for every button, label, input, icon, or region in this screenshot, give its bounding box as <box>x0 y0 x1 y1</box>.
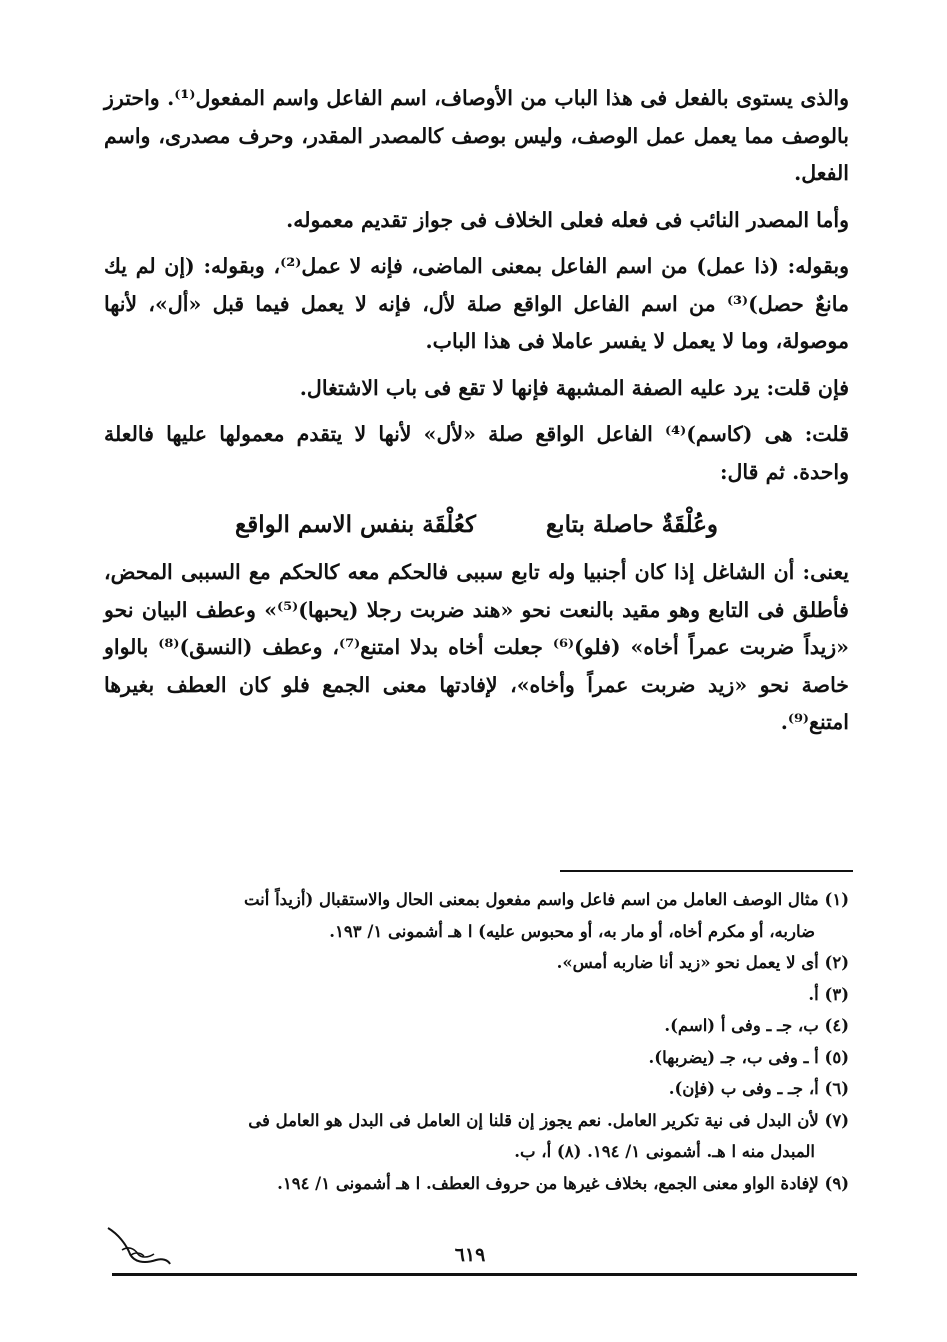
poetry-verse <box>104 500 849 550</box>
paragraph-1: والذى يستوى بالفعل فى هذا الباب من الأوصاف، اسم الفاعل واسم المفعول⁽¹⁾. واحترز بالوصف مما يعمل عمل الوصف، وليس بوصف كالمصدر المقدر، وحرف مصدرى، واسم الفعل. <box>104 86 849 185</box>
paragraph-after-verse: يعنى: أن الشاغل إذا كان أجنبيا وله تابع سببى فالحكم معه كالحكم مع السببى المحض، فأطلق فى التابع وهو مقيد بالنعت نحو «هند ضربت رجلا (يحبها)⁽⁵⁾» وعطف البيان نحو «زيداً ضربت عمراً أخاه» (فلو)⁽⁶⁾ جعلت أخاه بدلا امتنع⁽⁷⁾، وعطف (النسق)⁽⁸⁾ بالواو خاصة نحو «زيد ضربت عمراً وأخاه»، لإفادتها معنى الجمع فلو كان العطف بغيرها امتنع⁽⁹⁾. <box>104 560 849 734</box>
footnote-label: (٦) <box>824 1079 849 1098</box>
footnote-text: أ ـ وفى ب، جـ (يضربها). <box>648 1047 819 1067</box>
footnote-1-continuation: ضاربه، أو مكرم أخاه، أو مار به، أو محبوس عليه) ا هـ أشمونى ١/ ١٩٣. <box>329 921 815 941</box>
footnote-text: لأن البدل فى نية تكرير العامل. نعم يجوز إن قلنا إن العامل فى البدل هو العامل فى <box>248 1110 819 1130</box>
footnote-text: أ. <box>808 984 819 1004</box>
footnote-label: (٤) <box>824 1016 849 1035</box>
paragraph-2: وأما المصدر النائب فى فعله فعلى الخلاف فى جواز تقديم معموله. <box>286 207 849 232</box>
footnote-text: لإفادة الواو معنى الجمع، بخلاف غيرها من حروف العطف. ا هـ أشمونى ١/ ١٩٤. <box>277 1173 819 1193</box>
verse-second-hemistich: كعُلْقَة بنفس الاسم الواقع <box>234 511 476 538</box>
footnote-label: (٩) <box>824 1173 849 1193</box>
main-text <box>104 80 849 751</box>
footnotes <box>104 884 849 1199</box>
footnote-text: أ، جـ ـ وفى ب (فإن). <box>668 1079 819 1098</box>
footnote-label: (٥) <box>824 1047 849 1067</box>
footnote-6 <box>104 1073 849 1105</box>
footnote-1 <box>104 884 849 916</box>
footnote-5 <box>104 1042 849 1074</box>
bottom-rule <box>112 1273 857 1276</box>
footnote-label: (١) <box>824 890 849 909</box>
paragraph-5: قلت: هى (كاسم)⁽⁴⁾ الفاعل الواقع صلة «لأل» لأنها لا يتقدم معمولها عليها فالعلة واحدة. ثم قال: <box>104 422 849 484</box>
footnote-4 <box>104 1010 849 1042</box>
footnote-7-continuation: المبدل منه ا هـ. أشمونى ١/ ١٩٤. (٨) أ، ب. <box>514 1142 815 1161</box>
quill-flourish-icon <box>104 1220 174 1274</box>
verse-first-hemistich: وعُلْقَةٌ حاصلة بتابع <box>545 511 719 538</box>
footnote-text: مثال الوصف العامل من اسم فاعل واسم مفعول بمعنى الحال والاستقبال (أزيداً أنت <box>243 890 819 909</box>
footnote-label: (٢) <box>824 953 849 972</box>
footnote-3 <box>104 979 849 1011</box>
footnote-text: ب، جـ ـ وفى أ (اسم). <box>664 1016 819 1035</box>
footnote-7 <box>104 1105 849 1137</box>
footnote-text: أى لا يعمل نحو «زيد أنا ضاربه أمس». <box>556 953 819 972</box>
footnote-label: (٧) <box>824 1110 849 1130</box>
paragraph-4: فإن قلت: يرد عليه الصفة المشبهة فإنها لا تقع فى باب الاشتغال. <box>299 375 849 400</box>
footnote-separator <box>560 870 853 872</box>
footnote-9 <box>104 1168 849 1200</box>
footnote-2 <box>104 947 849 979</box>
paragraph-3: وبقوله: (ذا عمل) من اسم الفاعل بمعنى الماضى، فإنه لا عمل⁽²⁾، وبقوله: (إن لم يك مانعٌ حصل)⁽³⁾ من اسم الفاعل الواقع صلة لأل، فإنه لا يعمل فيما قبل «أل»، لأنها موصولة، وما لا يعمل لا يفسر عاملا فى هذا الباب. <box>104 254 849 353</box>
footnote-label: (٣) <box>824 984 849 1004</box>
page-number: ٦١٩ <box>454 1244 486 1266</box>
